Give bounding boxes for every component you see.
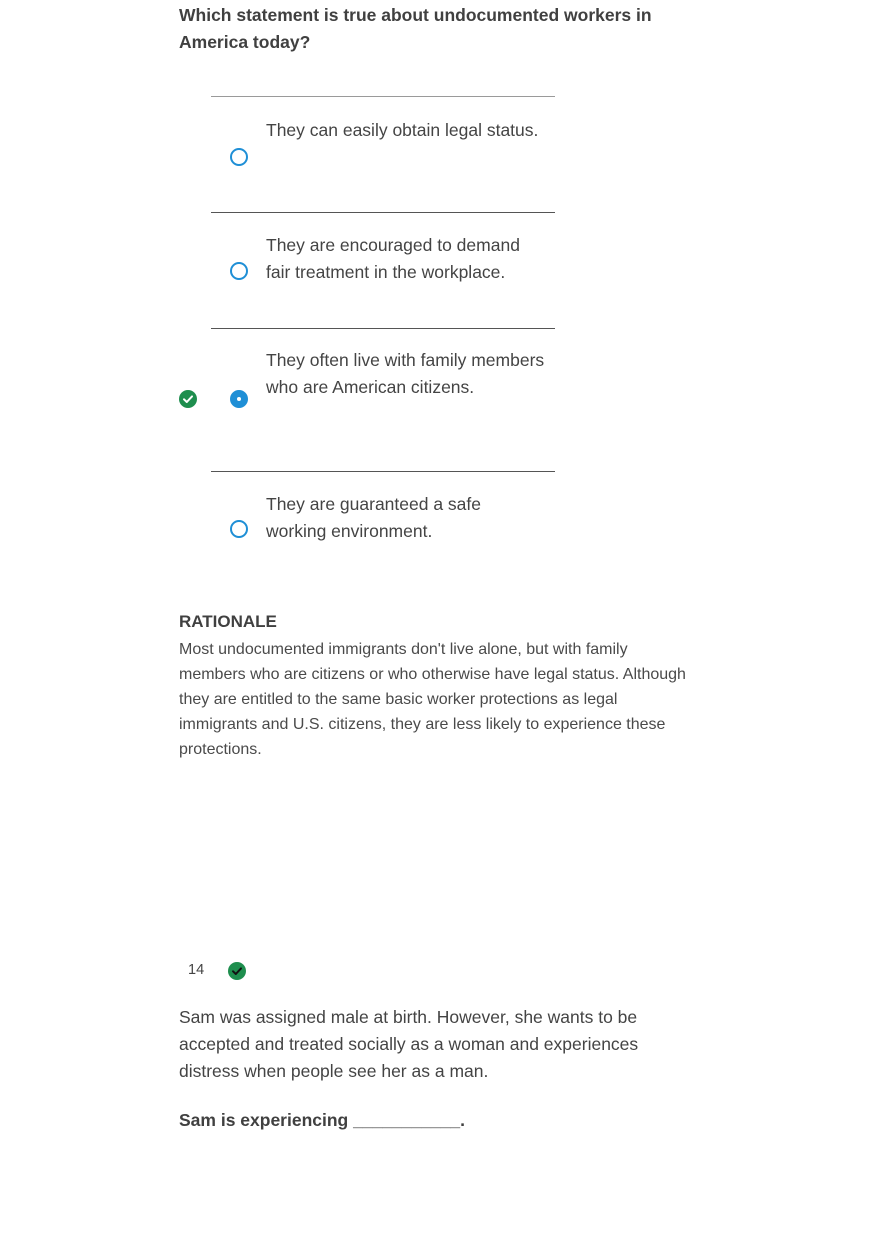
answer-option-selected[interactable] <box>211 328 555 471</box>
answer-option[interactable] <box>211 96 555 212</box>
rationale-text: Most undocumented immigrants don't live alone, but with family members who are citizens or who otherwise have legal status. Although they are entitled to the same basic worker protections as legal immigrants and U.S. citizens, they are less likely to experience these protections. <box>179 641 686 758</box>
check-circle-icon <box>228 962 246 980</box>
radio-button-selected[interactable] <box>230 390 248 408</box>
radio-button[interactable] <box>230 148 248 166</box>
question-title: Which statement is true about undocumented workers in America today? <box>179 5 652 52</box>
answer-option-label: They can easily obtain legal status. <box>266 120 539 140</box>
question-number: 14 <box>188 962 205 978</box>
answer-option[interactable] <box>211 212 555 328</box>
answer-option-label: They often live with family members who are American citizens. <box>266 350 545 397</box>
check-circle-icon <box>179 390 197 408</box>
answer-option[interactable] <box>211 471 555 581</box>
answer-option-label: They are encouraged to demand fair treatment in the workplace. <box>266 235 520 282</box>
radio-button[interactable] <box>230 520 248 538</box>
answer-option-label: They are guaranteed a safe working environment. <box>266 494 482 541</box>
question-prompt: Sam is experiencing ___________. <box>179 1110 466 1130</box>
rationale-heading: RATIONALE <box>179 612 277 631</box>
question-text: Sam was assigned male at birth. However, she wants to be accepted and treated socially as a woman and experiences distress when people see her as a man. <box>179 1007 639 1081</box>
answer-options <box>211 96 555 581</box>
radio-button[interactable] <box>230 262 248 280</box>
